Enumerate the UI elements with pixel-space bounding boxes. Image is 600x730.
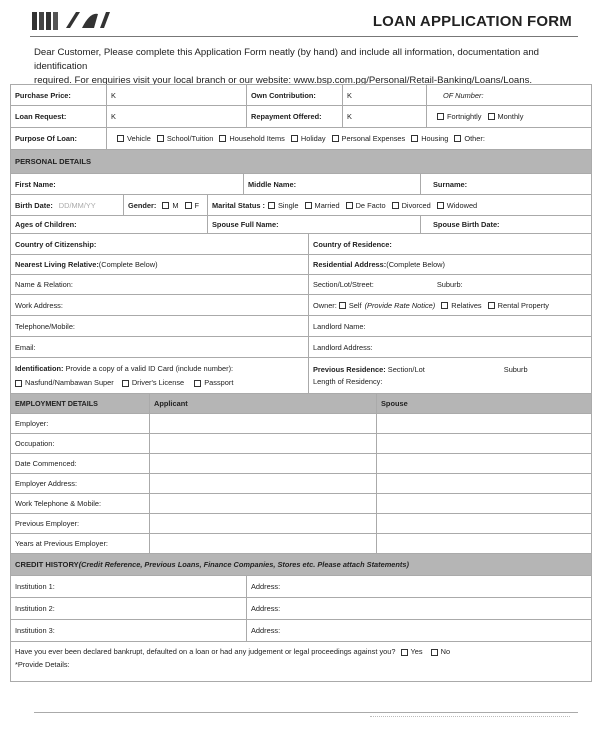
self-label: Self [348, 300, 362, 310]
middle-name-field[interactable] [244, 174, 421, 194]
identification-note: Provide a copy of a valid ID Card (include number): [63, 364, 234, 373]
previous-residence-field[interactable] [309, 358, 591, 393]
female-label: F [194, 200, 200, 210]
employment-row [10, 494, 592, 514]
employment-row [10, 514, 592, 534]
loan-request-label: Loan Request: [11, 106, 107, 127]
currency-k: K [111, 90, 116, 100]
purchase-price-field[interactable] [107, 85, 247, 105]
landlord-address-label: Landlord Address: [313, 342, 373, 352]
date-commenced-label: Date Commenced: [11, 454, 150, 473]
spouse-occupation-field[interactable] [377, 434, 591, 453]
work-address-row [10, 295, 592, 316]
monthly-label: Monthly [497, 112, 524, 121]
repayment-offered-field[interactable] [343, 106, 427, 127]
email-row [10, 337, 592, 358]
employment-row [10, 454, 592, 474]
section-lot-street-label: Section/Lot/Street: [313, 280, 374, 289]
other-checkbox[interactable] [454, 135, 461, 142]
spouse-birth-date-field[interactable] [421, 216, 591, 233]
household-checkbox[interactable] [219, 135, 226, 142]
length-residency-label: Length of Residency: [313, 377, 383, 386]
single-checkbox[interactable] [268, 202, 275, 209]
personal-details-title: PERSONAL DETAILS [15, 157, 92, 166]
relation-row [10, 275, 592, 295]
rental-property-checkbox[interactable] [488, 302, 495, 309]
provide-details-label[interactable]: *Provide Details: [15, 660, 70, 669]
spouse-years-previous-field[interactable] [377, 534, 591, 553]
purpose-option-label: Vehicle [127, 134, 151, 143]
residential-address-header [309, 255, 591, 274]
of-number-label: OF Number: [443, 90, 484, 100]
vehicle-checkbox[interactable] [117, 135, 124, 142]
intro-text [34, 46, 574, 88]
institution-3-field[interactable] [11, 620, 247, 641]
loan-request-field[interactable] [107, 106, 247, 127]
monthly-checkbox[interactable] [488, 113, 495, 120]
applicant-occupation-field[interactable] [150, 434, 377, 453]
suburb-label: Suburb: [436, 280, 463, 289]
telephone-field[interactable] [11, 316, 309, 336]
email-field[interactable] [11, 337, 309, 357]
marital-option-label: Divorced [401, 200, 431, 210]
married-checkbox[interactable] [305, 202, 312, 209]
citizenship-field[interactable] [11, 234, 309, 254]
currency-k: K [347, 90, 352, 100]
identification-row [10, 358, 592, 394]
telephone-row [10, 316, 592, 337]
telephone-label: Telephone/Mobile: [15, 321, 75, 331]
self-checkbox[interactable] [339, 302, 346, 309]
employment-row [10, 474, 592, 494]
header-divider [30, 36, 578, 37]
name-relation-label: Name & Relation: [15, 280, 73, 289]
residence-field[interactable] [309, 234, 591, 254]
address-label: Address: [251, 626, 281, 635]
credit-history-note: (Credit Reference, Previous Loans, Finance Companies, Stores etc. Please attach Statements) [78, 560, 409, 569]
nasfund-checkbox[interactable] [15, 380, 22, 387]
footer-divider [34, 712, 578, 713]
id-option-label: Passport [204, 378, 234, 387]
applicant-employer-field[interactable] [150, 414, 377, 433]
residence-label: Country of Residence: [313, 239, 392, 249]
applicant-column-header: Applicant [150, 394, 377, 413]
marital-option-label: Widowed [446, 200, 478, 210]
widowed-checkbox[interactable] [437, 202, 444, 209]
landlord-name-field[interactable] [309, 316, 591, 336]
male-label: M [172, 200, 179, 210]
marital-option-label: Married [314, 200, 340, 210]
purpose-option-label: School/Tuition [166, 134, 214, 143]
address-label: Address: [251, 582, 281, 591]
no-label: No [440, 647, 451, 656]
of-number-field[interactable] [427, 85, 591, 105]
previous-residence-label: Previous Residence: [313, 365, 386, 374]
marital-option-label: Single [277, 200, 299, 210]
holiday-checkbox[interactable] [291, 135, 298, 142]
intro-line-2: required. For enquiries visit your local branch or our website: [34, 75, 294, 86]
institution-row [10, 598, 592, 620]
purpose-label: Purpose Of Loan: [11, 128, 107, 149]
gender-field [124, 195, 208, 215]
institution-label: Institution 2: [15, 604, 55, 613]
address-label: Address: [251, 604, 281, 613]
footer-dotted-line [370, 716, 570, 720]
employment-row [10, 414, 592, 434]
credit-history-label: CREDIT HISTORY [15, 560, 79, 569]
purpose-option-label: Holiday [300, 134, 326, 143]
repayment-frequency [427, 106, 591, 127]
fortnightly-checkbox[interactable] [437, 113, 444, 120]
personal-details-header [10, 150, 592, 174]
landlord-name-label: Landlord Name: [313, 321, 366, 331]
surname-label: Surname: [433, 179, 468, 189]
spouse-birth-date-label: Spouse Birth Date: [433, 220, 500, 229]
nearest-relative-header [11, 255, 309, 274]
gender-label: Gender: [128, 200, 157, 210]
applicant-work-telephone-field[interactable] [150, 494, 377, 513]
employer-label: Employer: [11, 414, 150, 433]
id-option-label: Driver's License [131, 378, 185, 387]
de-facto-checkbox[interactable] [346, 202, 353, 209]
section-lot-street-field[interactable] [309, 275, 591, 294]
loan-row-2 [10, 106, 592, 128]
loan-purpose-row [10, 128, 592, 150]
prev-section-lot-label: Section/Lot [385, 365, 425, 374]
middle-name-label: Middle Name: [248, 179, 297, 189]
prev-suburb-label: Suburb [503, 365, 528, 374]
work-telephone-label: Work Telephone & Mobile: [11, 494, 150, 513]
occupation-label: Occupation: [11, 434, 150, 453]
divorced-checkbox[interactable] [392, 202, 399, 209]
bankrupt-no-checkbox[interactable] [431, 649, 438, 656]
applicant-employer-address-field[interactable] [150, 474, 377, 493]
residential-address-label: Residential Address: [313, 260, 387, 269]
marital-status-field [208, 195, 591, 215]
owner-label: Owner: [313, 300, 337, 310]
work-address-field[interactable] [11, 295, 309, 315]
relative-row [10, 255, 592, 275]
relatives-checkbox[interactable] [441, 302, 448, 309]
institution-2-field[interactable] [11, 598, 247, 619]
purpose-option-label: Personal Expenses [341, 134, 406, 143]
own-contribution-label: Own Contribution: [247, 85, 343, 105]
work-address-label: Work Address: [15, 300, 63, 310]
name-row [10, 174, 592, 195]
housing-checkbox[interactable] [411, 135, 418, 142]
applicant-previous-employer-field[interactable] [150, 514, 377, 533]
female-checkbox[interactable] [185, 202, 192, 209]
credit-history-header [10, 554, 592, 576]
credit-history-title [11, 554, 591, 575]
identification-field [11, 358, 309, 393]
email-label: Email: [15, 342, 36, 352]
citizenship-label: Country of Citizenship: [15, 239, 97, 249]
rate-notice-note: (Provide Rate Notice) [364, 300, 436, 310]
male-checkbox[interactable] [162, 202, 169, 209]
institution-1-address-field[interactable] [247, 576, 591, 597]
personal-expenses-checkbox[interactable] [332, 135, 339, 142]
bankrupt-yes-checkbox[interactable] [401, 649, 408, 656]
own-contribution-field[interactable] [343, 85, 427, 105]
children-row [10, 216, 592, 234]
currency-k: K [111, 112, 116, 121]
complete-below-note: (Complete Below) [98, 260, 158, 269]
intro-line-1: Dear Customer, Please complete this Application Form neatly (by hand) and include all information, documentation and identification [34, 47, 540, 72]
drivers-license-checkbox[interactable] [122, 380, 129, 387]
first-name-field[interactable] [11, 174, 244, 194]
country-row [10, 234, 592, 255]
applicant-years-previous-field[interactable] [150, 534, 377, 553]
institution-row [10, 576, 592, 598]
employment-details-title: EMPLOYMENT DETAILS [11, 394, 150, 413]
ages-children-label: Ages of Children: [15, 220, 77, 229]
yes-label: Yes [410, 647, 423, 656]
repayment-offered-label: Repayment Offered: [247, 106, 343, 127]
currency-k: K [347, 112, 352, 121]
ages-children-field[interactable] [11, 216, 208, 233]
birth-date-label: Birth Date: [15, 200, 53, 210]
relatives-label: Relatives [451, 300, 482, 310]
institution-1-field[interactable] [11, 576, 247, 597]
employer-address-label: Employer Address: [11, 474, 150, 493]
spouse-work-telephone-field[interactable] [377, 494, 591, 513]
nearest-relative-label: Nearest Living Relative: [15, 260, 99, 269]
spouse-employer-address-field[interactable] [377, 474, 591, 493]
employment-row [10, 534, 592, 554]
spouse-previous-employer-field[interactable] [377, 514, 591, 533]
passport-checkbox[interactable] [194, 380, 201, 387]
years-previous-employer-label: Years at Previous Employer: [11, 534, 150, 553]
birth-date-field[interactable] [11, 195, 124, 215]
employment-row [10, 434, 592, 454]
bankruptcy-row [10, 642, 592, 682]
purpose-option-label: Other: [464, 134, 485, 143]
website-link[interactable]: www.bsp.com.pg/Personal/Retail-Banking/Loans/Loans. [293, 75, 533, 86]
landlord-address-field[interactable] [309, 337, 591, 357]
rental-property-label: Rental Property [497, 300, 549, 310]
bank-logo [30, 8, 112, 34]
spouse-date-commenced-field[interactable] [377, 454, 591, 473]
bankruptcy-question [11, 642, 591, 681]
marital-option-label: De Facto [355, 200, 386, 210]
id-option-label: Nasfund/Nambawan Super [25, 378, 114, 387]
institution-3-address-field[interactable] [247, 620, 591, 641]
previous-employer-label: Previous Employer: [11, 514, 150, 533]
institution-2-address-field[interactable] [247, 598, 591, 619]
purpose-option-label: Household Items [229, 134, 285, 143]
institution-label: Institution 3: [15, 626, 55, 635]
birth-row [10, 195, 592, 216]
purchase-price-label: Purchase Price: [11, 85, 107, 105]
school-checkbox[interactable] [157, 135, 164, 142]
purpose-options [107, 128, 591, 149]
marital-status-label: Marital Status : [212, 200, 265, 210]
purpose-option-label: Housing [421, 134, 449, 143]
loan-application-form [10, 84, 592, 682]
spouse-full-name-field[interactable] [208, 216, 421, 233]
complete-below-note: (Complete Below) [386, 260, 445, 269]
identification-label: Identification: [15, 364, 64, 373]
date-placeholder: DD/MM/YY [58, 200, 96, 210]
institution-row [10, 620, 592, 642]
form-title: LOAN APPLICATION FORM [372, 13, 572, 30]
spouse-full-name-label: Spouse Full Name: [212, 220, 279, 229]
employment-header [10, 394, 592, 414]
fortnightly-label: Fortnightly [447, 112, 482, 121]
first-name-label: First Name: [15, 179, 56, 189]
spouse-column-header: Spouse [381, 399, 408, 408]
spouse-employer-field[interactable] [377, 414, 591, 433]
bankruptcy-question-text: Have you ever been declared bankrupt, defaulted on a loan or had any judgement or legal proceedings against you? [15, 647, 396, 656]
surname-field[interactable] [421, 174, 591, 194]
applicant-date-commenced-field[interactable] [150, 454, 377, 473]
loan-row-1 [10, 84, 592, 106]
ownership-options [309, 295, 591, 315]
name-relation-field[interactable] [11, 275, 309, 294]
institution-label: Institution 1: [15, 582, 55, 591]
